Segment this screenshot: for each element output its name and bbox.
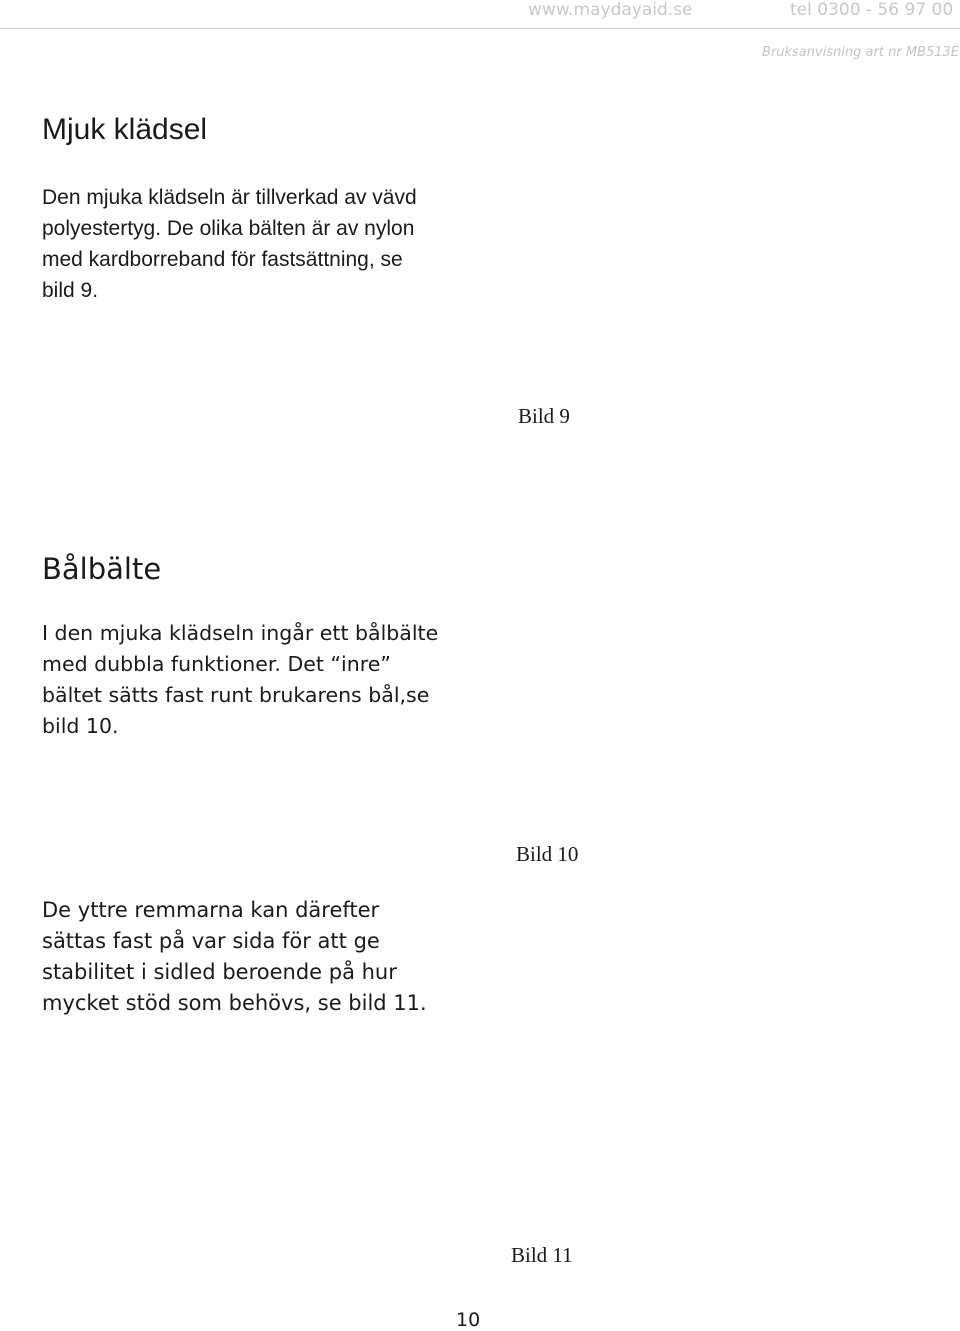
caption-bild-10: Bild 10 — [516, 842, 579, 866]
page-number: 10 — [456, 1309, 481, 1331]
section-title-balbalte: Bålbälte — [42, 552, 162, 586]
section-title-mjuk-kladsel: Mjuk klädsel — [42, 113, 208, 146]
paragraph-yttre-remmar: De yttre remmarna kan därefter sättas fast på var sida för att ge stabilitet i sidled beroende på hur mycket stöd som behövs, se bild 11. — [42, 898, 427, 1015]
caption-bild-9: Bild 9 — [518, 404, 570, 428]
header-website[interactable]: www.maydayaid.se — [528, 0, 693, 20]
caption-bild-11: Bild 11 — [511, 1243, 573, 1267]
header-manual-reference: Bruksanvisning art nr MB513E — [762, 45, 959, 60]
header-phone: tel 0300 - 56 97 00 — [790, 0, 954, 20]
paragraph-balbalte: I den mjuka klädseln ingår ett bålbälte med dubbla funktioner. Det “inre” bältet sätts fast runt brukarens bål,se bild 10. — [42, 621, 439, 738]
header-divider — [0, 28, 960, 29]
paragraph-mjuk-kladsel: Den mjuka klädseln är tillverkad av vävd polyestertyg. De olika bälten är av nylon med kardborreband för fastsättning, se bild 9. — [42, 186, 417, 302]
